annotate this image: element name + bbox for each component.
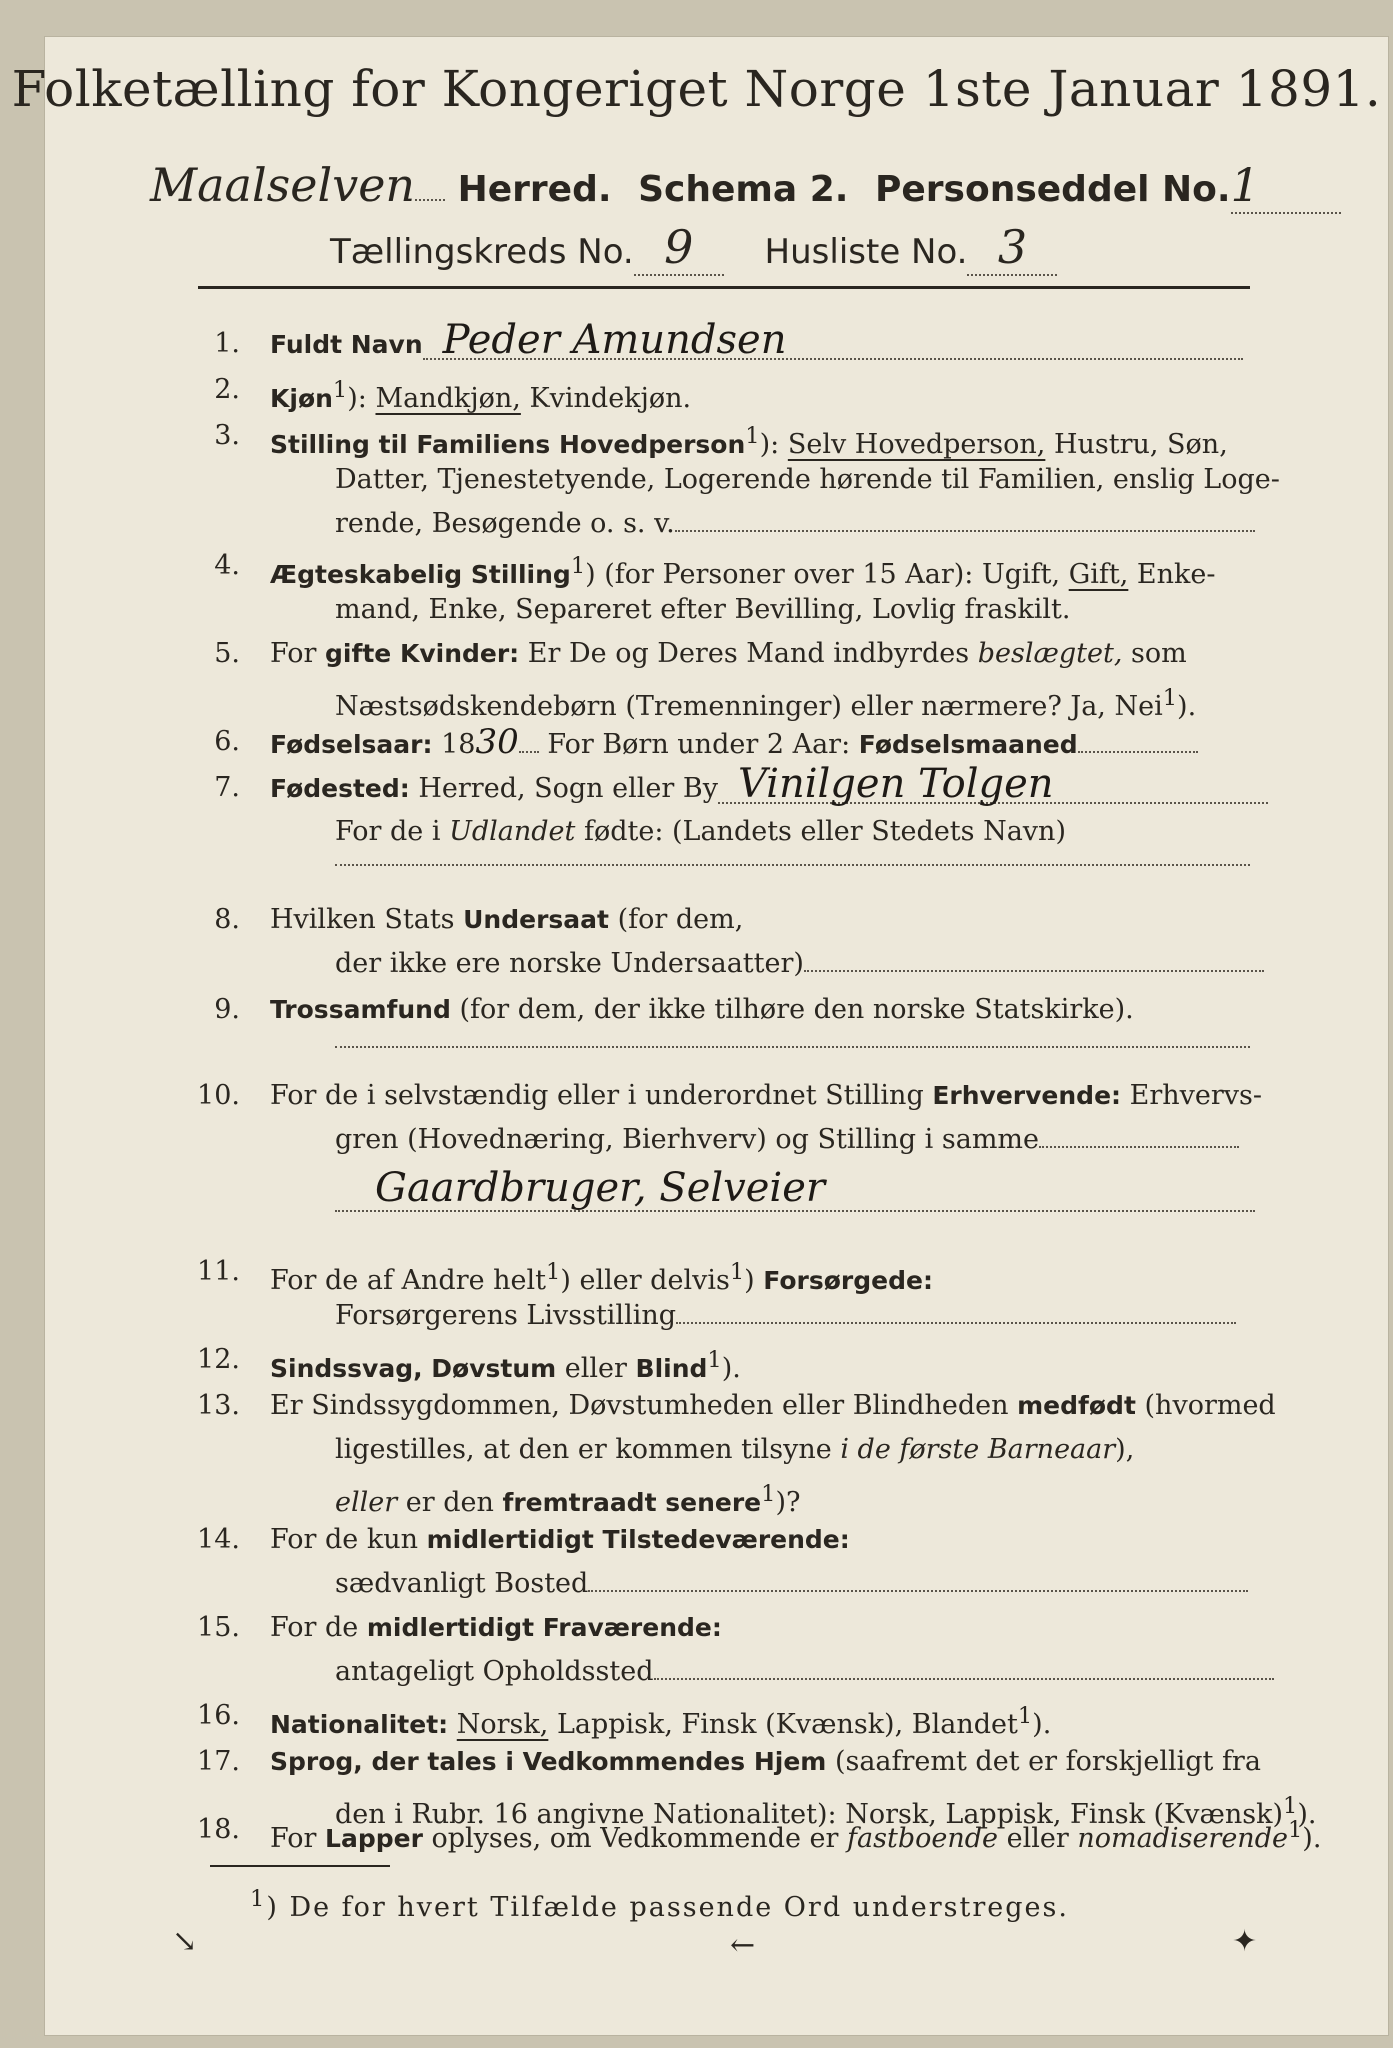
corner-mark-right: ✦ <box>1232 1924 1258 1959</box>
item-15: 15. For de midlertidigt Fraværende: antageligt Opholdssted <box>160 1606 1260 1696</box>
item-9: 9. Trossamfund (for dem, der ikke tilhøre den norske Statskirke). <box>160 988 1260 1078</box>
item-5: 5. For gifte Kvinder: Er De og Deres Mand indbyrdes beslægtet, som Næstsødskendebørn (Tremenninger) eller nærmere? Ja, Nei$^1$). <box>214 638 1197 722</box>
birthplace-value: Vinilgen Tolgen <box>718 766 1268 804</box>
name-label: Fuldt Navn <box>270 330 423 359</box>
name-value: Peder Amundsen <box>423 322 1243 360</box>
sex-selected: Mandkjøn, <box>375 383 521 414</box>
item-3: 3. Stilling til Familiens Hovedperson$^1$): Selv Hovedperson, Hustru, Søn, Datter, Tjenestetyende, Logerende hørende til Familien, enslig Loge- rende, Besøgende o. s. v. <box>214 420 1280 539</box>
husliste-value: 3 <box>967 220 1057 276</box>
herred-label: Herred. <box>457 169 612 210</box>
header-rule <box>198 286 1250 289</box>
herred-value: Maalselven <box>150 158 416 212</box>
item-7: 7. Fødested: Herred, Sogn eller By Vinilgen Tolgen For de i Udlandet fødte: (Landets eller Stedets Navn) <box>160 766 1260 886</box>
schema-label: Schema 2. <box>638 169 849 210</box>
item-17: 17. Sprog, der tales i Vedkommendes Hjem (saafremt det er forskjelligt fra den i Rubr. 16 angivne Nationalitet): Norsk, Lappisk, Finsk (Kvænsk)$^1$). <box>197 1746 1317 1830</box>
kreds-label: Tællingskreds No. <box>330 232 634 272</box>
form-title: Folketælling for Kongeriget Norge 1ste Januar 1891. <box>11 60 1382 118</box>
corner-mark-left: ↘ <box>172 1924 198 1959</box>
kreds-line <box>330 220 1057 276</box>
nationality-selected: Norsk, <box>456 1709 549 1740</box>
item-8: 8. Hvilken Stats Undersaat (for dem, der ikke ere norske Undersaatter) <box>160 898 1260 988</box>
footnote: $^1$) De for hvert Tilfælde passende Ord understreges. <box>250 1886 1069 1923</box>
herred-line <box>150 158 1341 214</box>
corner-mark-center: ← <box>730 1928 756 1963</box>
position-selected: Selv Hovedperson, <box>787 429 1046 460</box>
personseddel-label: Personseddel No. <box>874 169 1231 210</box>
footnote-rule <box>210 1865 390 1867</box>
item-13: 13. Er Sindssygdommen, Døvstumheden eller Blindheden medfødt (hvormed ligestilles, at den er kommen tilsyne i de første Barneaar), eller er den fremtraadt senere$^1$)? <box>197 1390 1276 1518</box>
kreds-value: 9 <box>634 220 724 276</box>
item-14: 14. For de kun midlertidigt Tilstedeværende: sædvanligt Bosted <box>160 1518 1260 1608</box>
item-11: 11. For de af Andre helt$^1$) eller delvis$^1$) Forsørgede: Forsørgerens Livsstilling <box>160 1250 1260 1340</box>
item-10: 10. For de i selvstændig eller i underordnet Stilling Erhvervende: Erhvervs- gren (Hovednæring, Bierhverv) og Stilling i samme Gaardbruger, Selveier <box>197 1080 1263 1211</box>
husliste-label: Husliste No. <box>764 232 968 272</box>
item-4: 4. Ægteskabelig Stilling$^1$) (for Personer over 15 Aar): Ugift, Gift, Enke- mand, Enke, Separeret efter Bevilling, Lovlig fraskilt. <box>214 550 1216 625</box>
personseddel-value: 1 <box>1231 158 1341 214</box>
birth-year-value: 30 <box>475 722 519 762</box>
marital-selected: Gift, <box>1068 559 1129 590</box>
occupation-value: Gaardbruger, Selveier <box>335 1166 1255 1212</box>
